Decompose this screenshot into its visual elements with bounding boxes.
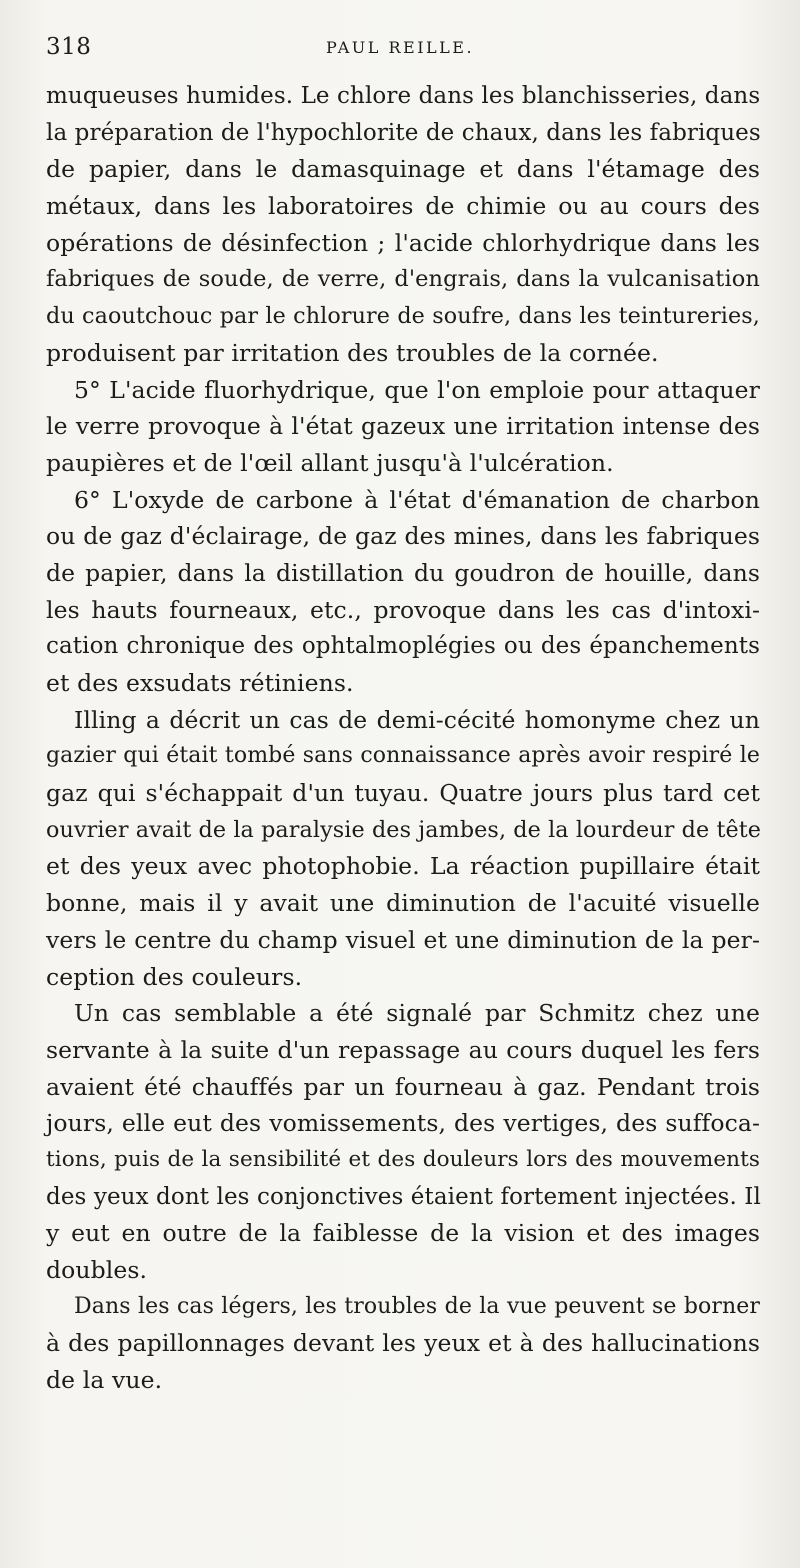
text-line: ception des couleurs. [46,962,303,991]
text-line: Dans les cas légers, les troubles de la vue peuvent se borner [74,1293,760,1319]
text-line: doubles. [46,1256,148,1284]
text-line: muqueuses humides. Le chlore dans les blanchisseries, dans [46,83,761,109]
text-line: gaz qui s'échappait d'un tuyau. Quatre jours plus tard cet [46,779,760,808]
text-line: avaient été chauffés par un fourneau à gaz. Pendant trois [46,1072,760,1101]
text-line: de papier, dans le damasquinage et dans l'étamage des [46,155,760,184]
text-line: Un cas semblable a été signalé par Schmitz chez une [74,999,760,1028]
text-line: du caoutchouc par le chlorure de soufre, dans les teintureries, [46,303,760,330]
text-line: y eut en outre de la faiblesse de la vision et des images [46,1219,760,1248]
text-line: ou de gaz d'éclairage, de gaz des mines, dans les fabriques [46,522,760,551]
text-line: de la vue. [46,1366,163,1395]
text-line: métaux, dans les laboratoires de chimie ou au cours des [46,192,760,221]
text-line: cation chronique des ophtalmoplégies ou des épanchements [46,633,760,660]
text-line: la préparation de l'hypochlorite de chaux, dans les fabriques [46,119,761,146]
text-line: 6° L'oxyde de carbone à l'état d'émanation de charbon [74,485,760,514]
text-line: fabriques de soude, de verre, d'engrais, dans la vulcanisation [46,266,760,293]
text-line: paupières et de l'œil allant jusqu'à l'ulcération. [46,448,614,477]
text-line: 5° L'acide fluorhydrique, que l'on emploie pour attaquer [74,375,760,404]
text-line: et des exsudats rétiniens. [46,669,354,697]
body-text [46,78,760,1399]
text-line: servante à la suite d'un repassage au cours duquel les fers [46,1035,760,1064]
text-line: à des papillonnages devant les yeux et à des hallucinations [46,1329,760,1358]
running-head: PAUL REILLE. [325,38,475,57]
text-line: et des yeux avec photophobie. La réaction pupillaire était [46,852,760,881]
text-line: Illing a décrit un cas de demi-cécité homonyme chez un [74,705,760,734]
text-line: de papier, dans la distillation du goudron de houille, dans [46,558,760,587]
text-line: bonne, mais il y avait une diminution de l'acuité visuelle [46,889,760,918]
text-line: gazier qui était tombé sans connaissance après avoir respiré le [46,743,760,769]
text-line: le verre provoque à l'état gazeux une irritation intense des [46,412,760,441]
text-line: les hauts fourneaux, etc., provoque dans les cas d'intoxi- [46,595,760,624]
text-line: jours, elle eut des vomissements, des vertiges, des suffoca- [46,1109,760,1138]
page-number: 318 [46,34,92,60]
text-line: produisent par irritation des troubles de la cornée. [46,338,659,367]
text-line: des yeux dont les conjonctives étaient fortement injectées. Il [46,1183,761,1210]
text-line: tions, puis de la sensibilité et des douleurs lors des mouvements [46,1146,760,1172]
text-line: vers le centre du champ visuel et une diminution de la per- [46,925,760,954]
text-line: opérations de désinfection ; l'acide chlorhydrique dans les [46,228,760,257]
text-line: ouvrier avait de la paralysie des jambes, de la lourdeur de tête [46,816,762,843]
